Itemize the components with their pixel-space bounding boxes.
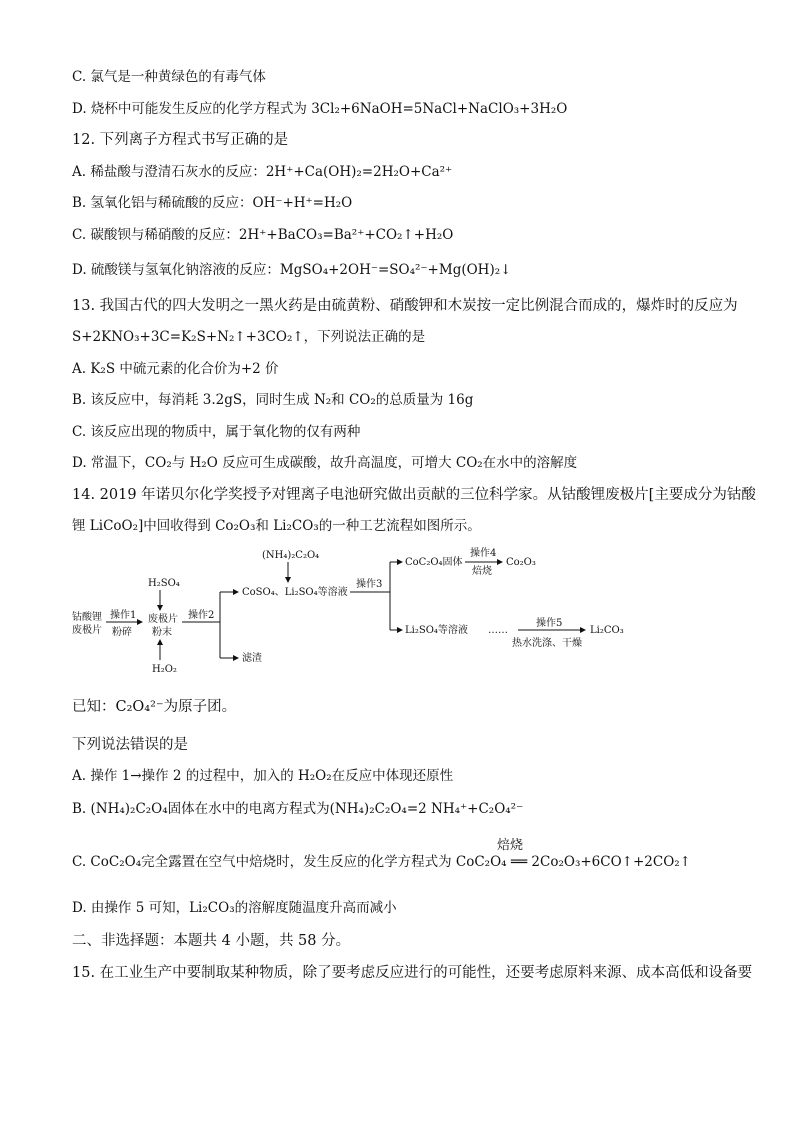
dots-label: …… <box>488 625 508 636</box>
question-14-line2: 锂 LiCoO₂]中回收得到 Co₂O₃和 Li₂CO₃的一种工艺流程如图所示。 <box>72 518 481 534</box>
question-14-line1: 14. 2019 年诺贝尔化学奖授予对锂离子电池研究做出贡献的三位科学家。从钴酸锂废极片[主要成分为钴酸 <box>72 487 756 503</box>
lithium-solution: Li₂SO₄等溶液 <box>405 625 468 636</box>
li2co3-product: Li₂CO₃ <box>590 625 624 636</box>
question-12: 12. 下列离子方程式书写正确的是 <box>72 132 289 148</box>
powder-label-1: 废极片 <box>148 614 178 625</box>
oxalate-solid: CoC₂O₄固体 <box>405 557 463 568</box>
option-d-12: D. 硫酸镁与氢氧化钠溶液的反应：MgSO₄+2OH⁻=SO₄²⁻+Mg(OH)₂↓ <box>72 262 512 278</box>
op5-label: 操作5 <box>536 618 563 629</box>
known-note: 已知：C₂O₄²⁻为原子团。 <box>72 699 237 715</box>
option-b-14: B. (NH₄)₂C₂O₄固体在水中的电离方程式为(NH₄)₂C₂O₄=2 NH₄⁺+C₂O₄²⁻ <box>72 801 524 817</box>
question-13-line1: 13. 我国古代的四大发明之一黑火药是由硫黄粉、硝酸钾和木炭按一定比例混合而成的，爆炸时的反应为 <box>72 298 738 314</box>
raw-material-2: 废极片 <box>72 625 102 636</box>
process-flow-diagram <box>60 540 740 690</box>
op1-label: 操作1 <box>110 610 137 621</box>
roast-label: 焙烧 <box>472 566 492 577</box>
option-a-14: A. 操作 1→操作 2 的过程中，加入的 H₂O₂在反应中体现还原性 <box>72 768 454 784</box>
option-a-12: A. 稀盐酸与澄清石灰水的反应：2H⁺+Ca(OH)₂=2H₂O+Ca²⁺ <box>72 164 453 180</box>
option-a-13: A. K₂S 中硫元素的化合价为+2 价 <box>72 361 279 377</box>
option-c-14: C. CoC₂O₄完全露置在空气中焙烧时，发生反应的化学方程式为 CoC₂O₄ ══ 2Co₂O₃+6CO↑+2CO₂↑ <box>72 854 691 870</box>
option-b-13: B. 该反应中，每消耗 3.2gS，同时生成 N₂和 CO₂的总质量为 16g <box>72 392 474 408</box>
section-2-heading: 二、非选择题：本题共 4 小题，共 58 分。 <box>72 933 351 949</box>
op3-label: 操作3 <box>356 579 383 590</box>
raw-material-1: 钴酸锂 <box>72 612 102 623</box>
op2-label: 操作2 <box>188 610 215 621</box>
co2o3-product: Co₂O₃ <box>506 557 536 568</box>
question-14-prompt: 下列说法错误的是 <box>72 737 188 753</box>
residue-label: 滤渣 <box>242 653 262 664</box>
option-c-13: C. 该反应出现的物质中，属于氧化物的仅有两种 <box>72 424 361 440</box>
wash-label: 热水洗涤、干燥 <box>512 638 582 649</box>
question-15: 15. 在工业生产中要制取某种物质，除了要考虑反应进行的可能性，还要考虑原料来源、成本高低和设备要 <box>72 965 753 981</box>
h2so4-label: H₂SO₄ <box>148 578 180 589</box>
sulfate-solution: CoSO₄、Li₂SO₄等溶液 <box>242 587 348 598</box>
op4-label: 操作4 <box>470 548 497 559</box>
option-d-14: D. 由操作 5 可知，Li₂CO₃的溶解度随温度升高而减小 <box>72 900 397 916</box>
option-d-13: D. 常温下，CO₂与 H₂O 反应可生成碳酸，故升高温度，可增大 CO₂在水中的溶解度 <box>72 455 578 471</box>
option-d-11: D. 烧杯中可能发生反应的化学方程式为 3Cl₂+6NaOH=5NaCl+NaClO₃+3H₂O <box>72 101 568 117</box>
question-13-line2: S+2KNO₃+3C=K₂S+N₂↑+3CO₂↑，下列说法正确的是 <box>72 329 426 345</box>
option-c-12: C. 碳酸钡与稀硝酸的反应：2H⁺+BaCO₃=Ba²⁺+CO₂↑+H₂O <box>72 227 454 243</box>
reagent-label: (NH₄)₂C₂O₄ <box>262 550 320 561</box>
option-c-11: C. 氯气是一种黄绿色的有毒气体 <box>72 69 266 85</box>
roast-condition: 焙烧 <box>497 838 524 853</box>
crush-label: 粉碎 <box>112 627 132 638</box>
powder-label-2: 粉末 <box>152 627 172 638</box>
h2o2-label: H₂O₂ <box>152 664 177 675</box>
option-b-12: B. 氢氧化铝与稀硫酸的反应：OH⁻+H⁺=H₂O <box>72 195 353 211</box>
